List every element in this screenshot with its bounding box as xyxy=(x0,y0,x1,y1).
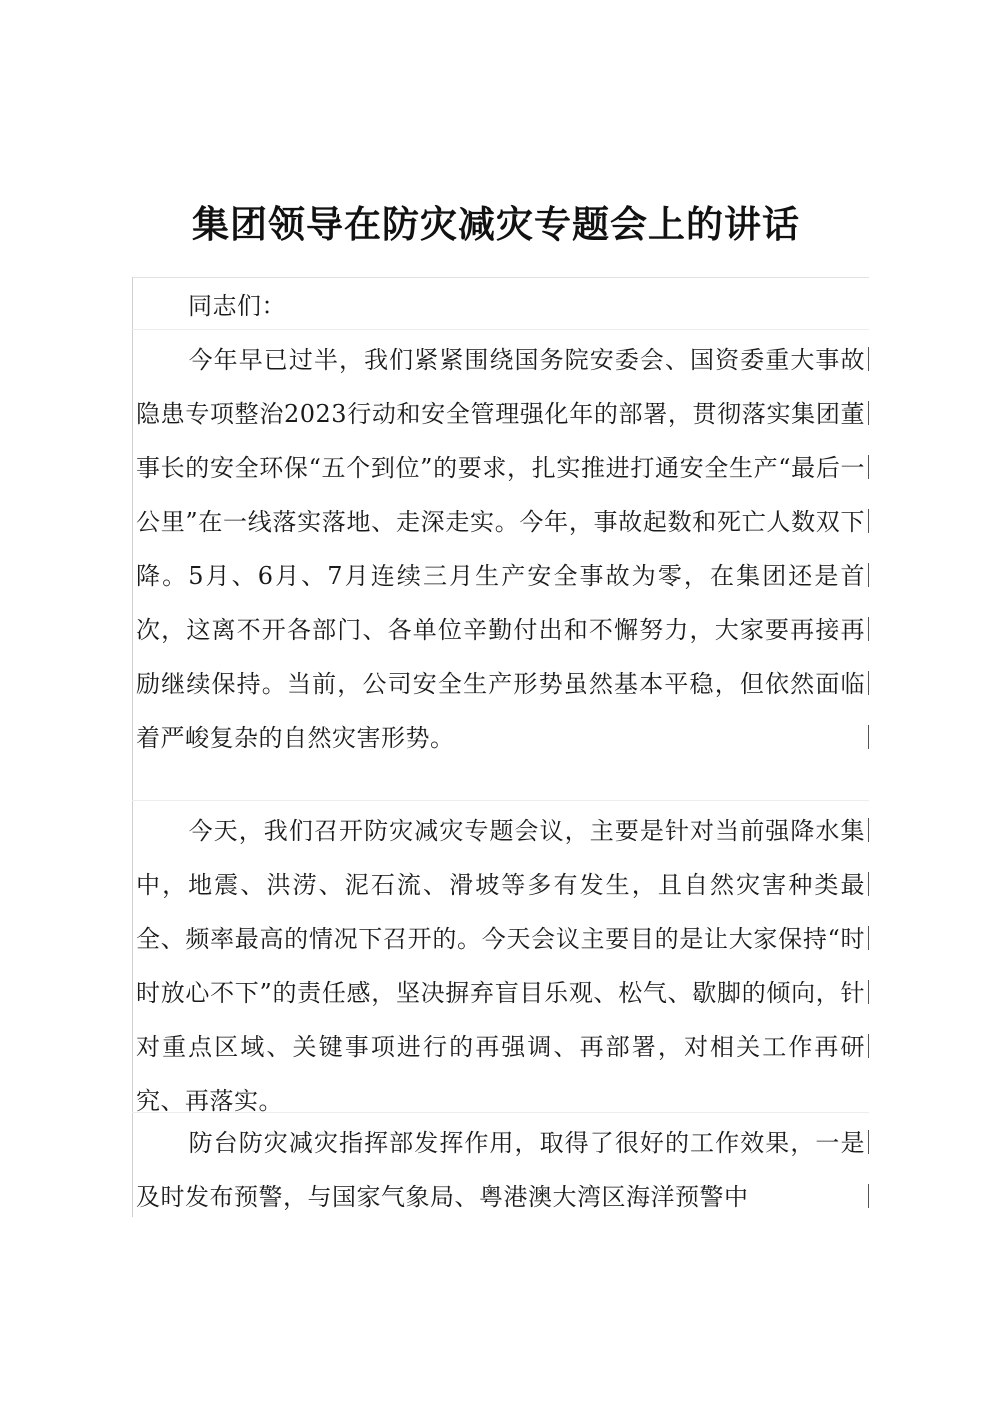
paragraph-separator xyxy=(132,800,869,801)
line-end-mark xyxy=(868,671,869,695)
line-end-mark xyxy=(868,980,869,1004)
line-end-mark xyxy=(868,563,869,587)
line-end-mark xyxy=(868,872,869,896)
line-end-mark xyxy=(868,926,869,950)
salutation-text: 同志们： xyxy=(188,292,286,320)
line-end-mark xyxy=(868,617,869,641)
line-end-mark xyxy=(868,1184,869,1208)
line-end-mark xyxy=(868,1034,869,1058)
paragraph-separator xyxy=(132,1112,869,1113)
line-end-mark xyxy=(868,725,869,749)
line-end-mark xyxy=(868,1130,869,1154)
paragraph-separator xyxy=(132,329,869,330)
line-end-mark xyxy=(868,455,869,479)
paragraph-3 xyxy=(132,1116,869,1224)
paragraph-3-text: 防台防灾减灾指挥部发挥作用，取得了很好的工作效果，一是及时发布预警，与国家气象局、粤港澳大湾区海洋预警中 xyxy=(136,1129,865,1211)
line-end-mark xyxy=(868,347,869,371)
line-end-mark xyxy=(868,509,869,533)
document-title: 集团领导在防灾减灾专题会上的讲话 xyxy=(192,202,800,246)
salutation xyxy=(132,279,869,333)
paragraph-2 xyxy=(132,804,869,1128)
paragraph-1-text: 今年早已过半，我们紧紧围绕国务院安委会、国资委重大事故隐患专项整治2023行动和安全管理强化年的部署，贯彻落实集团董事长的安全环保“五个到位”的要求，扎实推进打通安全生产“最后一公里”在一线落实落地、走深走实。今年，事故起数和死亡人数双下降。5月、6月、7月连续三月生产安全事故为零，在集团还是首次，这离不开各部门、各单位辛勤付出和不懈努力，大家要再接再励继续保持。当前，公司安全生产形势虽然基本平稳，但依然面临着严峻复杂的自然灾害形势。 xyxy=(136,346,865,752)
paragraph-2-text: 今天，我们召开防灾减灾专题会议，主要是针对当前强降水集中，地震、洪涝、泥石流、滑坡等多有发生，且自然灾害种类最全、频率最高的情况下召开的。今天会议主要目的是让大家保持“时时放心不下”的责任感，坚决摒弃盲目乐观、松气、歇脚的倾向，针对重点区域、关键事项进行的再强调、再部署，对相关工作再研究、再落实。 xyxy=(136,817,865,1115)
top-rule xyxy=(132,277,869,278)
paragraph-1 xyxy=(132,333,869,765)
line-end-mark xyxy=(868,401,869,425)
document-body xyxy=(132,277,869,1217)
line-end-mark xyxy=(868,818,869,842)
